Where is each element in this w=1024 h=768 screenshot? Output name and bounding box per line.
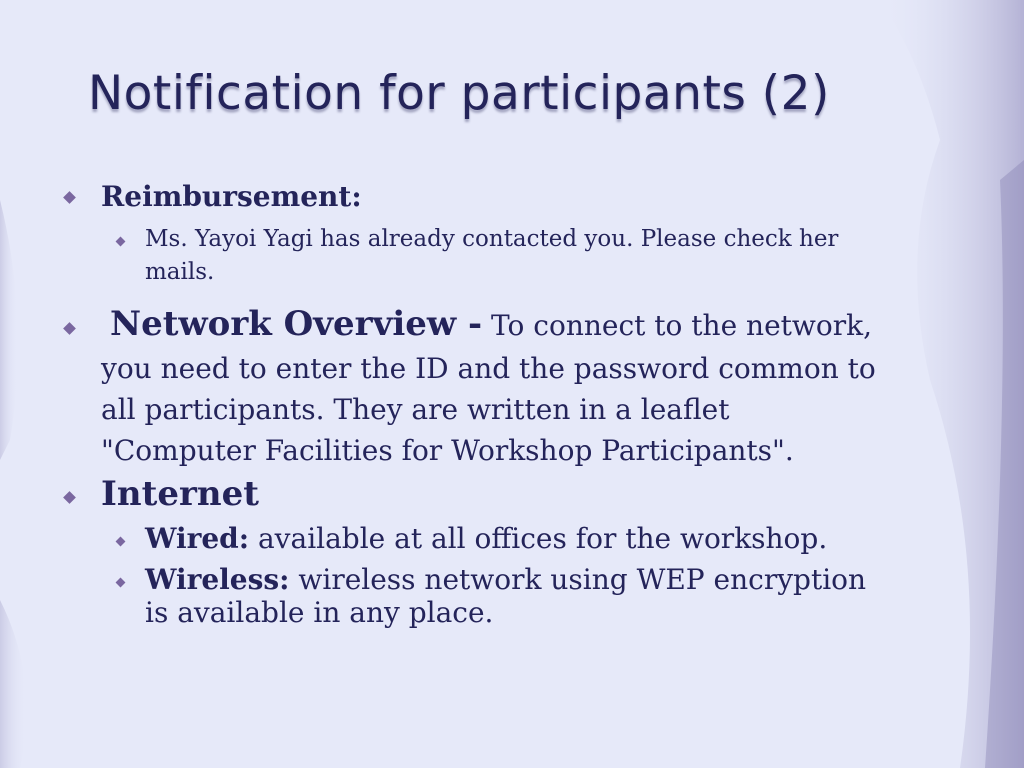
wired-line xyxy=(145,522,827,555)
reimbursement-heading: Reimbursement: xyxy=(101,180,362,213)
wired-label: Wired: xyxy=(145,522,250,555)
wireless-text: wireless network using WEP encryption xyxy=(298,563,867,596)
network-line3: all participants. They are written in a leaflet xyxy=(101,393,730,426)
internet-heading: Internet xyxy=(101,474,259,514)
wireless-label: Wireless: xyxy=(145,563,290,596)
reimbursement-line1: Ms. Yayoi Yagi has already contacted you. Please check her xyxy=(145,226,839,252)
network-heading: Network Overview - xyxy=(110,304,483,344)
wireless-line2: is available in any place. xyxy=(145,596,494,629)
slide-title: Notification for participants (2) xyxy=(88,66,830,121)
wireless-line xyxy=(145,563,866,596)
network-line1 xyxy=(110,304,872,344)
reimbursement-line2: mails. xyxy=(145,259,215,285)
wired-text: available at all offices for the workshop. xyxy=(257,522,828,555)
network-line2: you need to enter the ID and the password common to xyxy=(101,352,876,385)
network-line1-rest: To connect to the network, xyxy=(491,309,872,342)
network-line4: "Computer Facilities for Workshop Participants". xyxy=(101,434,794,467)
